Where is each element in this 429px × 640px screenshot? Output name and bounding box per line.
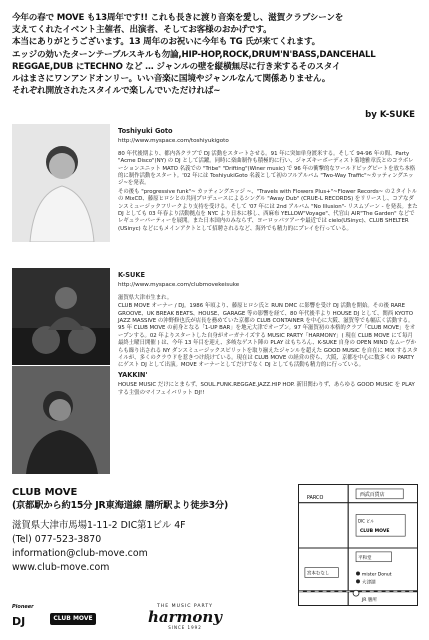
- artist-name: YAKKIN': [118, 371, 148, 379]
- pioneer-logo: Pioneer: [12, 604, 34, 610]
- harmony-logo: [130, 604, 240, 632]
- intro-line: 今年の春で MOVE も13周年です!! これも長きに渡り音楽を愛し、滋賀クラブシーンを: [12, 13, 344, 23]
- map-label-heiwado: 平和堂: [358, 555, 372, 561]
- venue-address: 滋賀県大津市馬場1-11-2 DIC第1ビル 4F: [12, 520, 186, 531]
- intro-line: エッジの効いたターンテーブルスキルも勿論,HIP-HOP,ROCK,DRUM'N'BASS,DANCEHALL: [12, 49, 376, 60]
- venue-website[interactable]: www.club-move.com: [12, 562, 110, 573]
- venue-phone[interactable]: (Tel) 077-523-3870: [12, 534, 102, 545]
- map-label-move: CLUB MOVE: [359, 529, 390, 535]
- artist-bio: [118, 382, 418, 397]
- svg-text:DJ: DJ: [12, 615, 26, 628]
- intro-line: 本当にありがとうございます。13 周年のお祝いに今年も TG 氏が来てくれます。: [12, 37, 321, 48]
- map-label-parco: PARCO: [306, 494, 324, 501]
- intro-line: ルはまさにワンアンドオンリー。いい音楽に国境やジャンルなんて関係ありません。: [12, 74, 331, 85]
- artist-name: Toshiyuki Goto: [118, 127, 173, 135]
- venue-title: CLUB MOVE: [12, 487, 78, 498]
- venue-info: [12, 486, 272, 575]
- photo-yakkin: [12, 366, 110, 474]
- venue-map: [298, 484, 418, 606]
- bio-paragraph: その後も "progressive funk"~ カッティングエッジ ~、"Travels with Flowers Plus+"~Flower Records~ の２タイトルの MixCD、藤原ヒロシとの共同プロデュースによるシングル "Away Dub" (CRUE-L RECORDS) をリリースし、コアなダンスミュージックフリークより支持を受ける。そして '07 年には 2nd アルバム "No Illusion"- リスムゾーン - を発表。また DJ としても 03 年春より活動拠点を NYC より日本に移し、西麻布 YELLOW"Voyage"、代官山 AIR"The Garden" などでレギュラーパーティーを展開。また日本国内のみならず、ヨーロッパツアーや最近では cielo(USinyc)、CLUB SHELTER (USinyc) などにもメインアクトとして招聘されるなど、海外でも精力的にプレイを行っている。: [118, 188, 418, 232]
- intro-message: [12, 12, 418, 97]
- bio-paragraph: 80 年代後期より、都内各クラブで DJ 活動をスタートさせる。91 年に突如単身渡米する。そして 94-96 年の間、Party "Acme Disco"(NY) の DJ として活躍。同時に楽曲制作も積極的に行い、ジャズキーボーディスト菊地雅章氏とのコラボレーションユニット MATO 名義での "Tribe" "Drifting"(Winer music) で 96 年の衝撃的なワールドビッグビートを放ち本格的に制作活動をスタート。'02 年には ToshiyukiGoto 名義として初のフルアルバム "Two-Way Traffic"~カッティングエッジ~を発表。: [118, 150, 416, 187]
- harmony-since: SINCE 1992: [168, 625, 202, 630]
- map-label-seibu: 西武百貨店: [359, 491, 385, 498]
- intro-signature: by K-SUKE: [365, 110, 415, 120]
- sponsor-logos: [12, 604, 272, 632]
- venue-email[interactable]: information@club-move.com: [12, 548, 148, 559]
- map-label-ohmiya: 大津湖: [361, 580, 376, 586]
- bio-toshiyuki-goto: [118, 128, 418, 234]
- map-label-dic: DIC ビル: [358, 518, 375, 524]
- bio-paragraph: CLUB MOVE オーナー / DJ。1986 年頃より、藤原ヒロシ氏と RUN DMC に影響を受け DJ 活動を開始。その後 RARE GROOVE、UK BREAK BEATS、HOUSE、GARAGE 等の影響を経て、80 年代後半より HOUSE DJ として、関西 KYOTO JAZZ MASSIVE の沖野修也氏が店長を務めていた京都の CLUB CONTAINER を中心に大阪、滋賀等でも幅広く活動する。95 年 CLUB MOVE の前身となる「1-UP BAR」を地元大津でオープン。97 年滋賀初の本格的クラブ「CLUB MOVE」をオープンする。02 年よりスタートした自身がオーガナイズする MUSIC PARTY「HARMONY」( 現在 CLUB MOVE にて毎月最終土曜日開催 ) は、今年 13 年目を迎え、多岐なゲスト陣の PLAY はもちろん、K-SUKE 自身の OPEN MIND なムーヴからも繰り出される NY ダンスミュージックスピリットを取り揃えたジャンルを超えた GOOD MUSIC を自在に MIX するスタイルが、多くのクラウドを惹きつけ続けている。現在は CLUB MOVE の経営の傍ら、大阪、京都を中心に数多くの PARTY にゲスト DJ として出演。MOVE オーナーとしてだけでなく DJ としても活動も精力的に行っている。: [118, 303, 418, 369]
- photo-k-suke: [12, 268, 110, 365]
- pro-dj-logo: [12, 612, 34, 628]
- club-move-logo: CLUB MOVE: [50, 613, 96, 625]
- intro-line: それぞれ開放されたスタイルで楽しんでいただければ~: [12, 86, 221, 97]
- artist-url[interactable]: http://www.myspace.com/toshiyukigoto: [118, 138, 229, 145]
- harmony-tagline: THE MUSIC PARTY: [157, 604, 213, 609]
- map-label-jr: JR 膳所: [361, 598, 377, 604]
- map-label-mister-donut: mister Donut: [361, 572, 392, 578]
- bio-yakkin: [118, 372, 418, 398]
- venue-access: (京都駅から約15分 JR東海道線 膳所駅より徒歩3分): [12, 500, 229, 511]
- bio-paragraph: 滋賀県大津市生まれ。: [118, 294, 173, 301]
- harmony-wordmark: harmony: [147, 608, 223, 626]
- artist-url[interactable]: http://www.myspace.com/clubmovekeisuke: [118, 282, 240, 289]
- bio-paragraph: HOUSE MUSIC だけにとまらず、SOUL.FUNK.REGGAE.JAZZ.HIP HOP. 新旧関わりず、あらゆる GOOD MUSIC を PLAY する主張のマイフェイバリット DJ!!: [118, 382, 415, 396]
- artist-bio: [118, 151, 418, 233]
- artist-name: K-SUKE: [118, 271, 145, 279]
- photo-toshiyuki-goto: [12, 124, 110, 242]
- intro-line: 支えてくれたイベント主催者、出演者、そしてお客様のおかげです。: [12, 25, 272, 36]
- bio-k-suke: [118, 272, 418, 371]
- intro-line: REGGAE,DUB にTECHNO など … ジャンルの壁を縦横無尽に行き来するそのスタイ: [12, 61, 341, 72]
- artist-bio: [118, 295, 418, 370]
- map-label-miyamoto: 宮本むなし: [306, 571, 330, 577]
